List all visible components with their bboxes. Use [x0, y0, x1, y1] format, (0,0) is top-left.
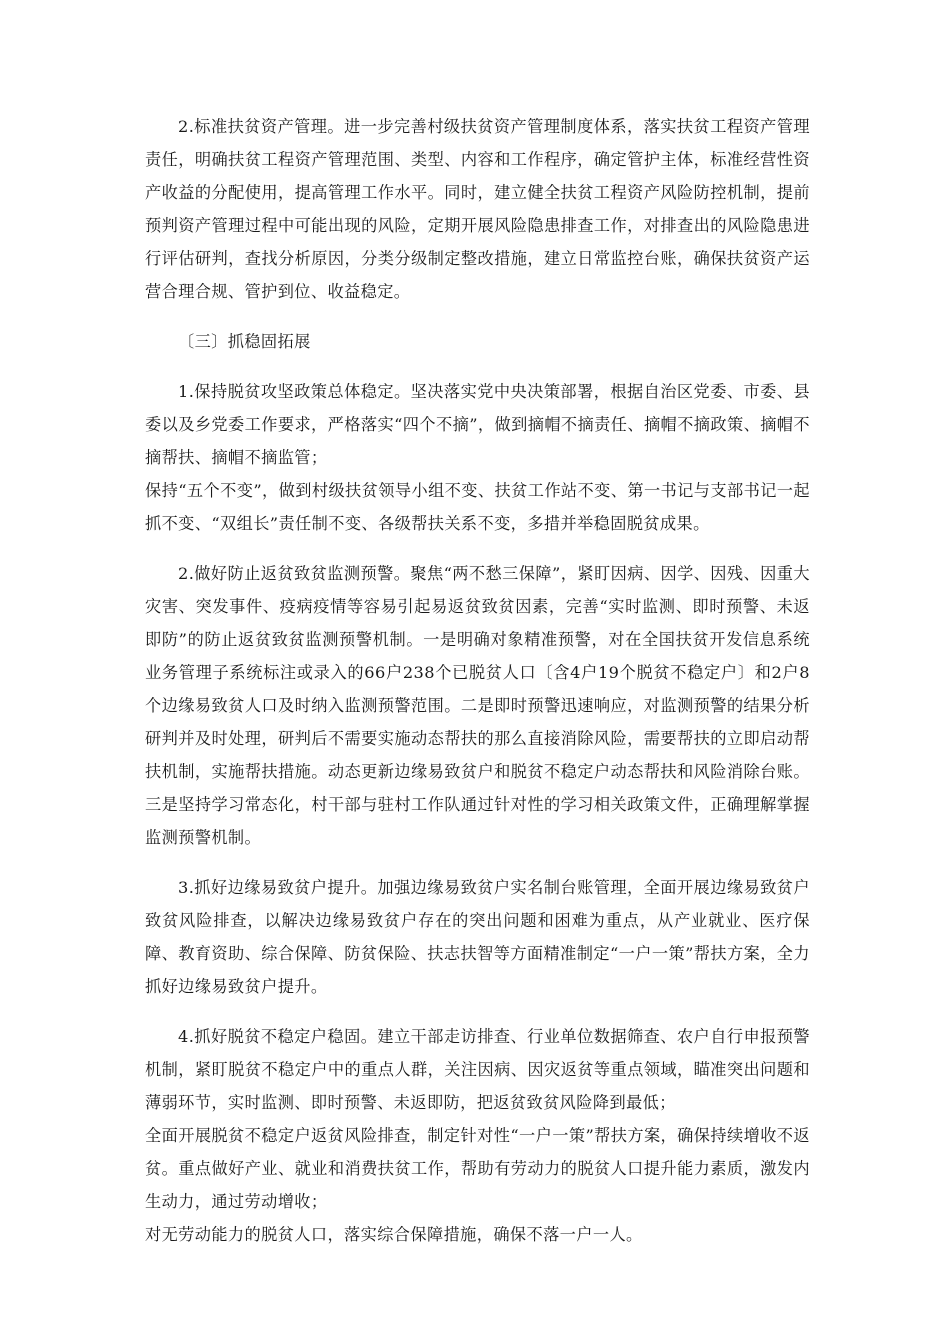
document-page [145, 110, 810, 1251]
paragraph-asset-management: 2.标准扶贫资产管理。进一步完善村级扶贫资产管理制度体系，落实扶贫工程资产管理责任，明确扶贫工程资产管理范围、类型、内容和工作程序，确定管护主体，标准经营性资产收益的分配使用，提高管理工作水平。同时，建立健全扶贫工程资产风险防控机制，提前预判资产管理过程中可能出现的风险，定期开展风险隐患排查工作，对排查出的风险隐患进行评估研判，查找分析原因，分类分级制定整改措施，建立日常监控台账，确保扶贫资产运营合理合规、管护到位、收益稳定。 [145, 117, 810, 301]
paragraph-unstable-households: 4.抓好脱贫不稳定户稳固。建立干部走访排查、行业单位数据筛查、农户自行申报预警机制，紧盯脱贫不稳定户中的重点人群，关注因病、因灾返贫等重点领域，瞄准突出问题和薄弱环节，实时监测、即时预警、未返即防，把返贫致贫风险降到最低； [145, 1027, 810, 1112]
paragraph-monitoring-warning: 2.做好防止返贫致贫监测预警。聚焦“两不愁三保障”，紧盯因病、因学、因残、因重大灾害、突发事件、疫病疫情等容易引起易返贫致贫因素，完善“实时监测、即时预警、未返即防”的防止返贫致贫监测预警机制。一是明确对象精准预警，对在全国扶贫开发信息系统业务管理子系统标注或录入的66户238个已脱贫人口〔含4户19个脱贫不稳定户〕和2户8个边缘易致贫人口及时纳入监测预警范围。二是即时预警迅速响应，对监测预警的结果分析研判并及时处理，研判后不需要实施动态帮扶的那么直接消除风险，需要帮扶的立即启动帮扶机制，实施帮扶措施。动态更新边缘易致贫户和脱贫不稳定户动态帮扶和风险消除台账。三是坚持学习常态化，村干部与驻村工作队通过针对性的学习相关政策文件，正确理解掌握监测预警机制。 [145, 564, 810, 847]
paragraph-policy-stability: 1.保持脱贫攻坚政策总体稳定。坚决落实党中央决策部署，根据自治区党委、市委、县委以及乡党委工作要求，严格落实“四个不摘”，做到摘帽不摘责任、摘帽不摘政策、摘帽不摘帮扶、摘帽不摘监管； [145, 382, 810, 467]
paragraph-edge-households: 3.抓好边缘易致贫户提升。加强边缘易致贫户实名制台账管理，全面开展边缘易致贫户致贫风险排查，以解决边缘易致贫户存在的突出问题和困难为重点，从产业就业、医疗保障、教育资助、综合保障、防贫保险、扶志扶智等方面精准制定“一户一策”帮扶方案，全力抓好边缘易致贫户提升。 [145, 878, 810, 996]
paragraph-unstable-households-continued: 全面开展脱贫不稳定户返贫风险排查，制定针对性“一户一策”帮扶方案，确保持续增收不返贫。重点做好产业、就业和消费扶贫工作，帮助有劳动力的脱贫人口提升能力素质，激发内生动力，通过劳动增收； [145, 1126, 810, 1211]
paragraph-policy-stability-continued: 保持“五个不变”，做到村级扶贫领导小组不变、扶贫工作站不变、第一书记与支部书记一起抓不变、“双组长”责任制不变、各级帮扶关系不变，多措并举稳固脱贫成果。 [145, 481, 810, 533]
paragraph-no-labor-support: 对无劳动能力的脱贫人口，落实综合保障措施，确保不落一户一人。 [145, 1225, 643, 1244]
section-heading-3: 〔三〕抓稳固拓展 [178, 332, 311, 351]
